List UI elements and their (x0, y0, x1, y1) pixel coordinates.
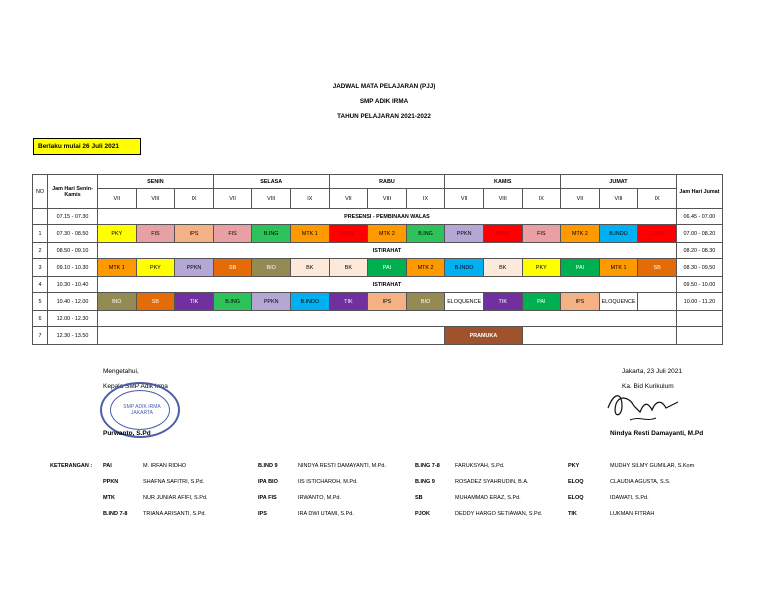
left-sign-label-1: Mengetahui, (103, 368, 139, 375)
table-row (33, 209, 723, 225)
legend-teacher: MUHAMMAD ERAZ, S.Pd. (455, 495, 521, 501)
table-row (33, 327, 723, 345)
header-day: JUMAT (561, 175, 677, 189)
row-time: 07.15 - 07.30 (48, 209, 98, 225)
legend-code: B.ING 9 (415, 479, 435, 485)
legend-teacher: DEDDY HARGO SETIAWAN, S.Pd. (455, 511, 543, 517)
table-row (33, 277, 723, 293)
row-no: 4 (33, 277, 48, 293)
right-sign-label-1: Jakarta, 23 Juli 2021 (622, 368, 682, 375)
table-row (33, 311, 723, 327)
header-day: RABU (329, 175, 445, 189)
row-jumat-time (676, 327, 722, 345)
header-day: KAMIS (445, 175, 561, 189)
subject-cell: SB (213, 259, 252, 277)
legend-teacher: NINDYA RESTI DAMAYANTI, M.Pd. (298, 463, 387, 469)
title-1: JADWAL MATA PELAJARAN (PJJ) (332, 83, 436, 90)
header-grade: IX (406, 189, 445, 209)
header-grade: VIII (252, 189, 291, 209)
blank-cell (522, 327, 676, 345)
header-grade: IX (638, 189, 677, 209)
legend-teacher: LUKMAN FITRAH (610, 511, 655, 517)
row-time: 12.00 - 12.30 (48, 311, 98, 327)
subject-cell: FIS (522, 225, 561, 243)
table-row (33, 259, 723, 277)
legend-teacher: IRA DWI UTAMI, S.Pd. (298, 511, 354, 517)
row-jumat-time (676, 311, 722, 327)
subject-cell: PKY (522, 259, 561, 277)
header-grade: VII (98, 189, 137, 209)
row-no: 7 (33, 327, 48, 345)
subject-cell: B.INDO (599, 225, 638, 243)
subject-cell: FIS (136, 225, 175, 243)
row-jumat-time: 08.30 - 09.50 (676, 259, 722, 277)
legend-teacher: CLAUDIA AGUSTA, S.S. (610, 479, 671, 485)
row-jumat-time: 08.20 - 08.30 (676, 243, 722, 259)
row-time: 09.10 - 10.30 (48, 259, 98, 277)
stamp-text: SMP ADIK IRMA JAKARTA (123, 404, 161, 416)
subject-cell: TIK (483, 293, 522, 311)
header-grade: VIII (483, 189, 522, 209)
subject-cell: IPS (175, 225, 214, 243)
subject-cell: MTK 2 (406, 259, 445, 277)
subject-cell: BK (290, 259, 329, 277)
legend-code: IPA FIS (258, 495, 277, 501)
row-no: 3 (33, 259, 48, 277)
header-grade: VII (561, 189, 600, 209)
header-day: SENIN (98, 175, 214, 189)
header-grade: VIII (136, 189, 175, 209)
subject-cell: MTK 2 (561, 225, 600, 243)
header-no: NO (33, 175, 48, 209)
subject-cell: BK (329, 259, 368, 277)
row-time: 08.50 - 09.10 (48, 243, 98, 259)
header-time: Jam Hari Senin-Kamis (48, 175, 98, 209)
subject-cell: B.INDO (445, 259, 484, 277)
legend-code: MTK (103, 495, 115, 501)
row-time: 12.30 - 13.50 (48, 327, 98, 345)
header-grade: VIII (599, 189, 638, 209)
header-grade: VII (445, 189, 484, 209)
legend-code: PPKN (103, 479, 119, 485)
subject-cell: MTK 1 (599, 259, 638, 277)
subject-cell: MTK 1 (98, 259, 137, 277)
subject-cell: TIK (329, 293, 368, 311)
right-sign-label-2: Ka. Bid Kurikulum (622, 383, 674, 390)
header-grade: VII (213, 189, 252, 209)
header-grade: IX (290, 189, 329, 209)
subject-cell: PAI (561, 259, 600, 277)
row-time: 10.40 - 12.00 (48, 293, 98, 311)
row-jumat-time: 06.45 - 07.00 (676, 209, 722, 225)
subject-cell: ELOQUENCE (445, 293, 484, 311)
subject-cell: PKY (98, 225, 137, 243)
effective-date-badge: Berlaku mulai 26 Juli 2021 (33, 138, 141, 155)
schedule-table (32, 174, 723, 345)
legend-code: ELOQ (568, 495, 584, 501)
subject-cell: PPKN (445, 225, 484, 243)
subject-cell: TIK (175, 293, 214, 311)
legend-code: B.ING 7-8 (415, 463, 440, 469)
subject-cell: PPKN (252, 293, 291, 311)
subject-cell: PJOK (329, 225, 368, 243)
legend-teacher: IRWANTO, M.Pd. (298, 495, 341, 501)
blank-cell (98, 327, 445, 345)
subject-cell: IPS (561, 293, 600, 311)
row-jumat-time: 07.00 - 08.20 (676, 225, 722, 243)
legend-code: IPA BIO (258, 479, 278, 485)
legend-code: B.IND 7-8 (103, 511, 128, 517)
legend-teacher: SHAFNA SAFITRI, S.Pd. (143, 479, 205, 485)
table-row (33, 243, 723, 259)
subject-cell: B.ING (406, 225, 445, 243)
header-grade: VIII (368, 189, 407, 209)
legend-teacher: FARUKSYAH, S.Pd. (455, 463, 505, 469)
legend-code: TIK (568, 511, 577, 517)
subject-cell: PAI (522, 293, 561, 311)
subject-cell: IPS (368, 293, 407, 311)
subject-cell: MTK 1 (290, 225, 329, 243)
subject-cell: ELOQUENCE (599, 293, 638, 311)
table-row (33, 293, 723, 311)
row-no: 2 (33, 243, 48, 259)
legend-code: PKY (568, 463, 580, 469)
row-time: 07.30 - 08.50 (48, 225, 98, 243)
subject-cell: SB (638, 259, 677, 277)
subject-cell: PJOK (483, 225, 522, 243)
subject-cell: BIO (98, 293, 137, 311)
row-no (33, 209, 48, 225)
right-sign-name: Nindya Resti Damayanti, M.Pd (610, 430, 704, 437)
legend-code: SB (415, 495, 423, 501)
legend-code: B.IND 9 (258, 463, 278, 469)
title-2: SMP ADIK IRMA (359, 98, 409, 105)
left-sign-label-2: Kepala SMP Adik Irma (103, 383, 168, 390)
row-jumat-time: 10.00 - 11.20 (676, 293, 722, 311)
header-grade: IX (175, 189, 214, 209)
legend-label: KETERANGAN : (50, 463, 93, 469)
subject-cell: BIO (252, 259, 291, 277)
legend-code: ELOQ (568, 479, 584, 485)
legend-code: PAI (103, 463, 112, 469)
legend-teacher: NUR JUNIAR AFIFI, S.Pd. (143, 495, 208, 501)
title-3: TAHUN PELAJARAN 2021-2022 (337, 113, 431, 120)
subject-cell: B.ING (213, 293, 252, 311)
span-cell: ISTIRAHAT (98, 277, 677, 293)
signature-mark (600, 388, 690, 428)
legend-teacher: MUDHY SILMY GUMILAR, S.Kom (610, 463, 695, 469)
header-grade: IX (522, 189, 561, 209)
pramuka-cell: PRAMUKA (445, 327, 522, 345)
subject-cell: BIO (406, 293, 445, 311)
subject-cell: PAI (368, 259, 407, 277)
row-no: 5 (33, 293, 48, 311)
row-no: 6 (33, 311, 48, 327)
subject-cell: BK (483, 259, 522, 277)
blank-cell (98, 311, 677, 327)
row-no: 1 (33, 225, 48, 243)
legend-teacher: IDAWATI, S.Pd. (610, 495, 649, 501)
legend-code: PJOK (415, 511, 430, 517)
legend-teacher: IIS ISTICHAROH, M.Pd. (298, 479, 358, 485)
table-row (33, 225, 723, 243)
subject-cell: PJOK (638, 225, 677, 243)
header-day: SELASA (213, 175, 329, 189)
subject-cell: MTK 2 (368, 225, 407, 243)
subject-cell: B.ING (252, 225, 291, 243)
legend-teacher: ROSADEZ SYAHRUDIN, B.A. (455, 479, 529, 485)
subject-cell: B.INDO (290, 293, 329, 311)
legend-teacher: TRIANA ARISANTI, S.Pd. (143, 511, 206, 517)
span-cell: PRESENSI - PEMBINAAN WALAS (98, 209, 677, 225)
legend-teacher: M. IRFAN RIDHO (143, 463, 187, 469)
header-jumat: Jam Hari Jumat (676, 175, 722, 209)
legend-code: IPS (258, 511, 267, 517)
left-sign-name: Purwanto, S.Pd (103, 430, 151, 437)
header-grade: VII (329, 189, 368, 209)
row-time: 10.30 - 10.40 (48, 277, 98, 293)
span-cell: ISTIRAHAT (98, 243, 677, 259)
subject-cell (638, 293, 677, 311)
subject-cell: SB (136, 293, 175, 311)
subject-cell: PPKN (175, 259, 214, 277)
subject-cell: PKY (136, 259, 175, 277)
subject-cell: FIS (213, 225, 252, 243)
row-jumat-time: 09.50 - 10.00 (676, 277, 722, 293)
